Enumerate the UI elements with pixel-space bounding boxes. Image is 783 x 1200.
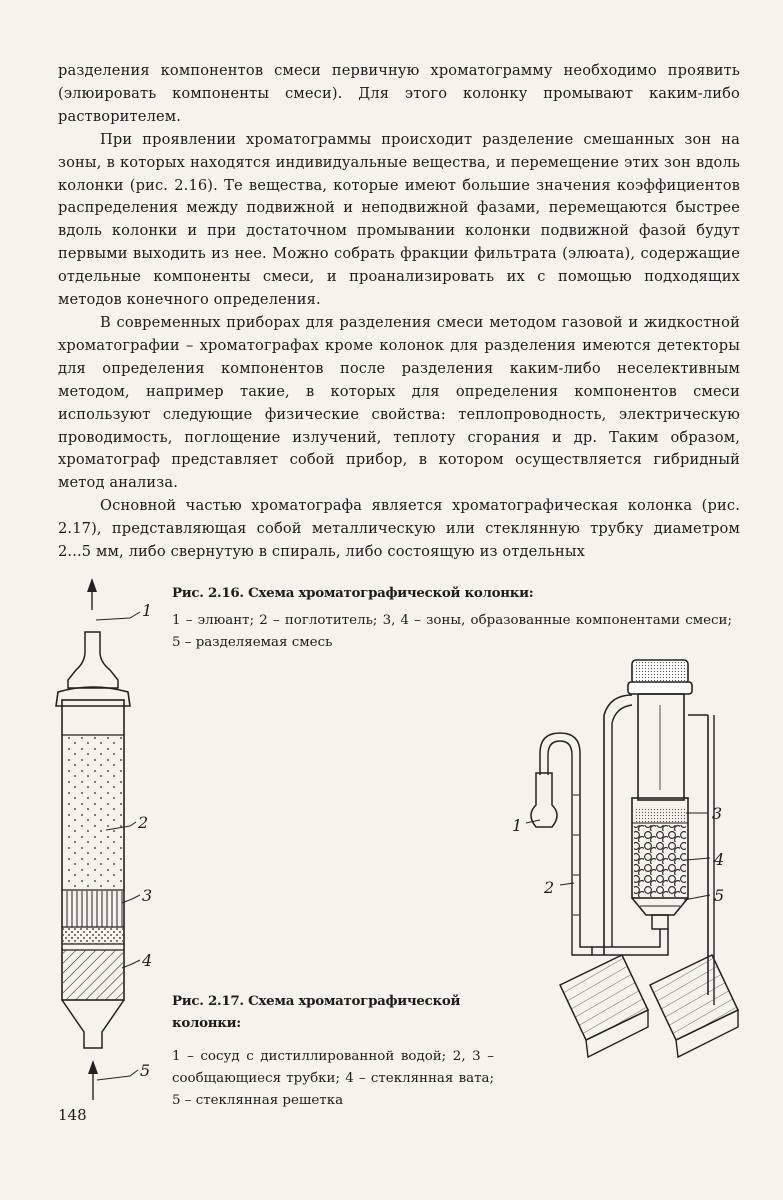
figure-2-17-legend: 1 – сосуд с дистиллированной водой; 2, 3 – сообщающиеся трубки; 4 – стеклянная вата; 5 – стеклянная решетка (172, 1049, 494, 1108)
label-2: 2 (544, 878, 555, 897)
label-4: 4 (142, 951, 153, 970)
figure-2-16-title: Рис. 2.16. Схема хроматографической колонки: (172, 585, 534, 601)
paragraph-1: разделения компонентов смеси первичную хроматограмму необходимо проявить (элюировать компоненты смеси). Для этого колонку промывают каким-либо растворителем. (58, 62, 740, 125)
figure-2-16-caption (172, 582, 732, 654)
figure-2-17-apparatus (500, 655, 770, 1105)
body-text (58, 60, 740, 564)
label-1: 1 (142, 601, 153, 620)
figure-2-17-caption (172, 990, 494, 1112)
paragraph-3: В современных приборах для разделения смеси методом газовой и жидкостной хроматографии – хроматографах кроме колонок для разделения имеются детекторы для определения компонентов после разделения каким-либо неселективным методом, например такие, в которых для определения компонентов смеси используют следующие физические свойства: теплопроводность, электрическую проводимость, поглощение излучений, теплоту сгорания и др. Таким образом, хроматограф представляет собой прибор, в котором осуществляется гибридный метод анализа. (58, 313, 740, 492)
label-1: 1 (512, 816, 523, 835)
paragraph-4: Основной частью хроматографа является хроматографическая колонка (рис. 2.17), представляющая собой металлическую или стеклянную трубку диаметром 2...5 мм, либо свернутую в спираль, либо состоящую из отдельных (58, 497, 740, 561)
figure-2-16-legend: 1 – элюант; 2 – поглотитель; 3, 4 – зоны, образованные компонентами смеси; 5 – разделяемая смесь (172, 613, 732, 650)
page-number: 148 (58, 1106, 87, 1124)
figure-2-17-title: Рис. 2.17. Схема хроматографической колонки: (172, 993, 461, 1031)
paragraph-2: При проявлении хроматограммы происходит разделение смешанных зон на зоны, в которых находятся индивидуальные вещества, и перемещение этих зон вдоль колонки (рис. 2.16). Те вещества, которые имеют большие значения коэффициентов распределения между подвижной и неподвижной фазами, перемещаются быстрее вдоль колонки и при достаточном промывании колонки подвижной фазой будут первыми выходить из нее. Можно собрать фракции фильтрата (элюата), содержащие отдельные компоненты смеси, и проанализировать их с помощью подходящих методов конечного определения. (58, 130, 740, 309)
label-5: 5 (140, 1061, 151, 1080)
label-3: 3 (712, 804, 723, 823)
label-4: 4 (714, 850, 725, 869)
label-2: 2 (138, 813, 149, 832)
label-5: 5 (714, 886, 725, 905)
label-3: 3 (142, 886, 153, 905)
